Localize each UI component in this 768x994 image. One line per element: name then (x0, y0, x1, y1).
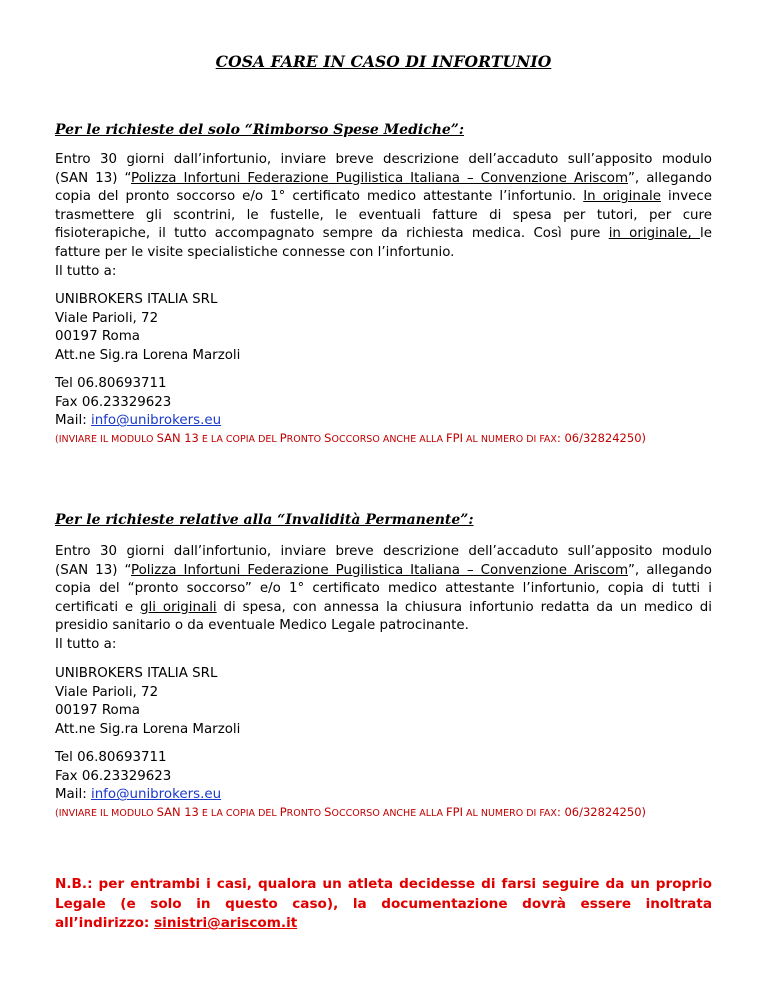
section1-line7: Il tutto a: (55, 263, 117, 279)
street: Viale Parioli, 72 (55, 310, 159, 326)
contact-block-2 (55, 749, 221, 805)
section1-line3: copia del pronto soccorso e/o 1° certificato medico attestante l’infortunio. In originale invece (55, 189, 712, 205)
mail-link[interactable]: info@unibrokers.eu (90, 413, 222, 429)
section1-line1: Entro 30 giorni dall’infortunio, inviare breve descrizione dell’accaduto sull’apposito modulo (55, 152, 712, 167)
section2-line3: copia del “pronto soccorso” e/o 1° certificato medico attestante l’infortunio, copia di tutti i (55, 581, 712, 597)
section2-line1: Entro 30 giorni dall’infortunio, inviare breve descrizione dell’accaduto sull’apposito modulo (55, 544, 712, 559)
nb-line3: all’indirizzo: sinistri@ariscom.it (55, 915, 298, 931)
section1-line2: (SAN 13) “Polizza Infortuni Federazione Pugilistica Italiana – Convenzione Ariscom”, allegando (55, 170, 712, 186)
section2-paragraph (55, 543, 712, 655)
contact-block-1 (55, 375, 221, 431)
telephone: Tel 06.80693711 (55, 376, 167, 391)
mail-line: Mail: info@unibrokers.eu (55, 413, 222, 429)
section1-line5: fisioterapiche, il tutto accompagnato sempre da richiesta medica. Così pure in originale, le (55, 226, 712, 242)
page-title: COSA FARE IN CASO DI INFORTUNIO (215, 52, 552, 71)
attention: Att.ne Sig.ra Lorena Marzoli (55, 347, 241, 363)
section1-line4: trasmettere gli scontrini, le fustelle, le eventuali fatture di spesa per tutori, per cure (55, 207, 712, 223)
section2-line5: presidio sanitario o da eventuale Medico Legale patrocinante. (55, 618, 469, 634)
address-block-1 (55, 291, 240, 365)
city: 00197 Roma (55, 329, 140, 345)
section1-paragraph (55, 151, 712, 281)
section2-line6: Il tutto a: (55, 636, 117, 652)
claims-email-link[interactable]: sinistri@ariscom.it (154, 915, 298, 931)
nb-line1: N.B.: per entrambi i casi, qualora un atleta decidesse di farsi seguire da un proprio (55, 876, 712, 892)
mail-link[interactable]: info@unibrokers.eu (90, 787, 222, 803)
fax: Fax 06.23329623 (55, 768, 172, 784)
telephone: Tel 06.80693711 (55, 750, 167, 765)
attention: Att.ne Sig.ra Lorena Marzoli (55, 721, 241, 737)
street: Viale Parioli, 72 (55, 684, 159, 700)
mail-line: Mail: info@unibrokers.eu (55, 787, 222, 803)
company-name: UNIBROKERS ITALIA SRL (55, 292, 218, 307)
fax: Fax 06.23329623 (55, 394, 172, 410)
nb-line2: Legale (e solo in questo caso), la documentazione dovrà essere inoltrata (55, 895, 712, 912)
section2-line2: (SAN 13) “Polizza Infortuni Federazione Pugilistica Italiana – Convenzione Ariscom”, allegando (55, 562, 712, 578)
fax-note-2: (INVIARE IL MODULO SAN 13 E LA COPIA DEL PRONTO SOCCORSO ANCHE ALLA FPI AL NUMERO DI FAX: 06/32824250) (55, 805, 646, 819)
city: 00197 Roma (55, 703, 140, 719)
section1-heading: Per le richieste del solo “Rimborso Spese Mediche”: (55, 122, 465, 138)
section2-heading: Per le richieste relative alla “Invalidità Permanente”: (55, 512, 474, 528)
section2-line4: certificati e gli originali di spesa, con annessa la chiusura infortunio redatta da un medico di (55, 599, 712, 615)
policy-name: Polizza Infortuni Federazione Pugilistica Italiana – Convenzione Ariscom (130, 170, 628, 186)
nb-notice (55, 875, 712, 934)
fax-note-1: (INVIARE IL MODULO SAN 13 E LA COPIA DEL PRONTO SOCCORSO ANCHE ALLA FPI AL NUMERO DI FAX: 06/32824250) (55, 431, 646, 445)
address-block-2 (55, 665, 240, 739)
company-name: UNIBROKERS ITALIA SRL (55, 666, 218, 681)
section1-line6: fatture per le visite specialistiche connesse con l’infortunio. (55, 244, 455, 260)
